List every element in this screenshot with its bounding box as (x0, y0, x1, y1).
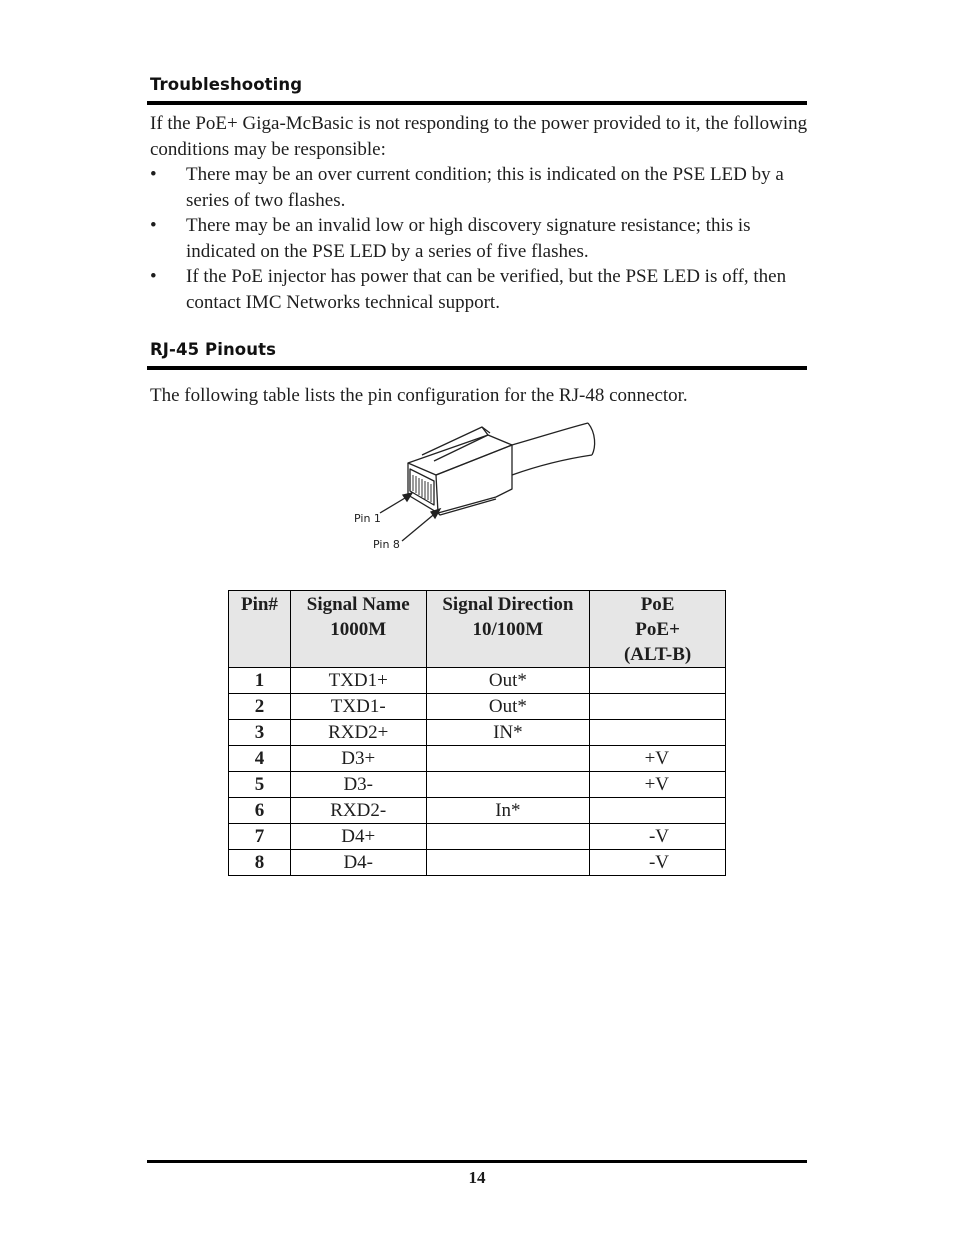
poe-cell (590, 694, 726, 720)
pin-cell: 7 (229, 824, 291, 850)
poe-cell (590, 668, 726, 694)
pin-cell: 3 (229, 720, 291, 746)
table-row (229, 772, 726, 798)
list-item (150, 264, 790, 315)
direction-cell (426, 850, 590, 876)
pin-cell: 8 (229, 850, 291, 876)
direction-cell (426, 772, 590, 798)
poe-cell (590, 720, 726, 746)
pin-cell: 2 (229, 694, 291, 720)
direction-cell (426, 824, 590, 850)
signal-cell: D3- (290, 772, 426, 798)
rj45-connector-illustration (340, 415, 600, 565)
signal-cell: D4- (290, 850, 426, 876)
footer-rule (147, 1160, 807, 1163)
table-row (229, 668, 726, 694)
troubleshooting-bullet-list (150, 162, 790, 315)
poe-cell: -V (590, 824, 726, 850)
pin1-label: Pin 1 (354, 512, 381, 525)
header-signal-direction: Signal Direction 10/100M (426, 591, 590, 668)
direction-cell: Out* (426, 668, 590, 694)
table-header-row (229, 591, 726, 668)
table-row (229, 694, 726, 720)
poe-cell: +V (590, 772, 726, 798)
signal-cell: TXD1- (290, 694, 426, 720)
signal-cell: RXD2- (290, 798, 426, 824)
pin-cell: 5 (229, 772, 291, 798)
header-pin: Pin# (229, 591, 291, 668)
page-number: 14 (468, 1168, 486, 1187)
table-row (229, 798, 726, 824)
list-item-text: There may be an over current condition; this is indicated on the PSE LED by a series of two flashes. (186, 164, 784, 211)
signal-cell: D4+ (290, 824, 426, 850)
list-item (150, 213, 790, 264)
direction-cell: IN* (426, 720, 590, 746)
pin-cell: 6 (229, 798, 291, 824)
direction-cell: In* (426, 798, 590, 824)
pin8-label: Pin 8 (373, 538, 400, 551)
pin-cell: 1 (229, 668, 291, 694)
header-poe: PoE PoE+ (ALT-B) (590, 591, 726, 668)
header-signal-name: Signal Name 1000M (290, 591, 426, 668)
pin-cell: 4 (229, 746, 291, 772)
table-row (229, 746, 726, 772)
table-row (229, 850, 726, 876)
section-rule (147, 101, 807, 105)
bullet-marker: • (150, 215, 157, 236)
bullet-marker: • (150, 266, 157, 287)
signal-cell: TXD1+ (290, 668, 426, 694)
poe-cell: +V (590, 746, 726, 772)
signal-cell: RXD2+ (290, 720, 426, 746)
pinout-table (228, 590, 726, 876)
poe-cell: -V (590, 850, 726, 876)
list-item-text: If the PoE injector has power that can be verified, but the PSE LED is off, then contact IMC Networks technical support. (186, 266, 787, 313)
troubleshooting-heading: Troubleshooting (150, 75, 303, 94)
direction-cell (426, 746, 590, 772)
list-item (150, 162, 790, 213)
table-row (229, 720, 726, 746)
pinouts-intro: The following table lists the pin configuration for the RJ-48 connector. (150, 385, 688, 406)
signal-cell: D3+ (290, 746, 426, 772)
list-item-text: There may be an invalid low or high discovery signature resistance; this is indicated on the PSE LED by a series of five flashes. (186, 215, 751, 262)
pinouts-heading: RJ-45 Pinouts (150, 340, 276, 359)
bullet-marker: • (150, 164, 157, 185)
table-row (229, 824, 726, 850)
poe-cell (590, 798, 726, 824)
troubleshooting-intro: If the PoE+ Giga-McBasic is not responding to the power provided to it, the following conditions may be responsible: (150, 113, 808, 160)
direction-cell: Out* (426, 694, 590, 720)
section-rule (147, 366, 807, 370)
